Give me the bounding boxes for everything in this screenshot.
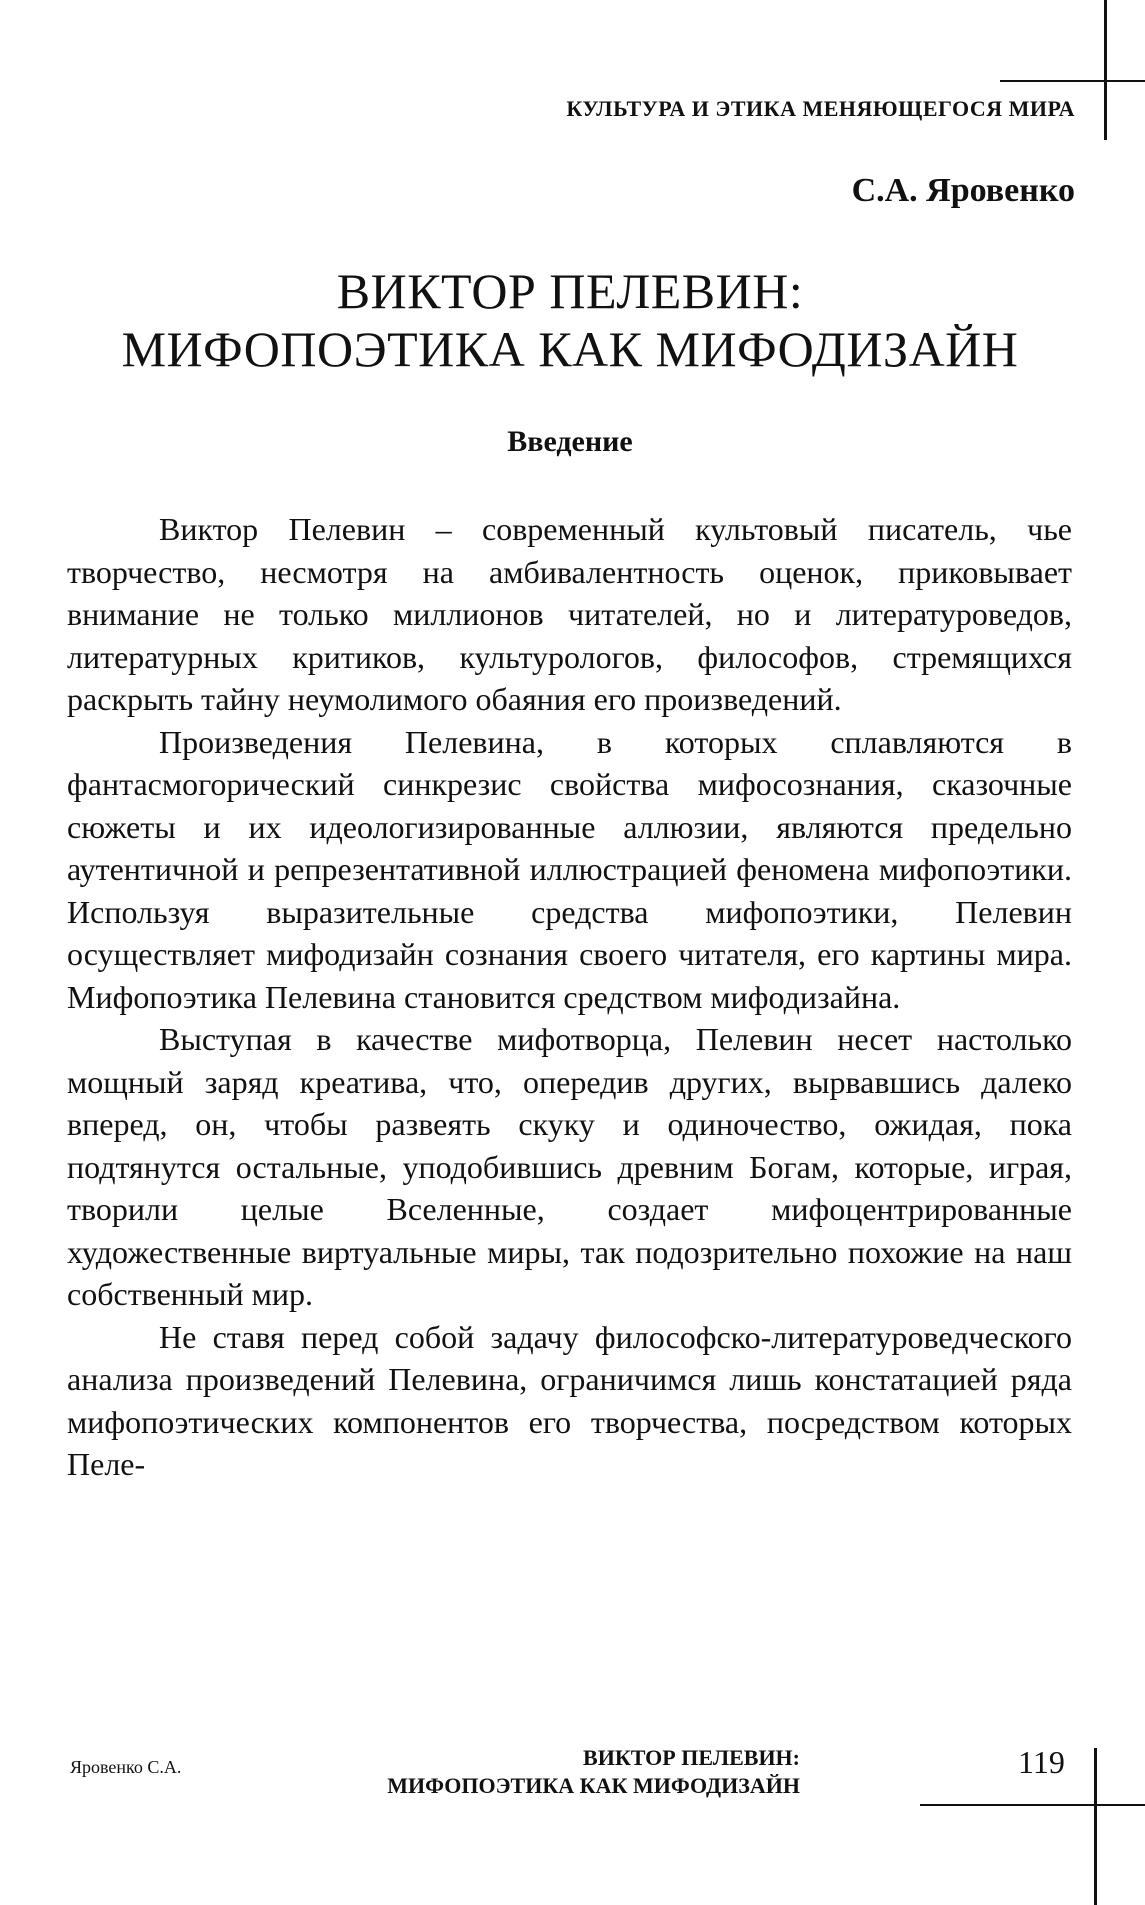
article-title-line-2: МИФОПОЭТИКА КАК МИФОДИЗАЙН <box>121 321 1019 377</box>
footer-title-line-1: ВИКТОР ПЕЛЕВИН: <box>583 1745 800 1770</box>
footer-title <box>300 1744 800 1800</box>
crop-mark-bottom-horizontal <box>920 1804 1145 1806</box>
crop-mark-top-horizontal <box>1000 80 1145 82</box>
article-title-line-1: ВИКТОР ПЕЛЕВИН: <box>336 263 804 319</box>
article-author: С.А. Яровенко <box>851 172 1075 209</box>
crop-mark-bottom-vertical <box>1094 1748 1097 1905</box>
article-title <box>60 262 1080 378</box>
running-header: КУЛЬТУРА И ЭТИКА МЕНЯЮЩЕГОСЯ МИРА <box>566 96 1075 121</box>
paragraph: Виктор Пелевин – современный культовый писатель, чье творчество, несмотря на амбивалентность оценок, приковывает внимание не только миллионов читателей, но и литературоведов, литературных критиков, культурологов, философов, стремящихся раскрыть тайну неумолимого обаяния его произведений. <box>67 511 1072 717</box>
paragraph: Произведения Пелевина, в которых сплавляются в фантасмогорический синкрезис свойства мифосознания, сказочные сюжеты и их идеологизированные аллюзии, являются предельно аутентичной и репрезентативной иллюстрацией феномена мифопоэтики. Используя выразительные средства мифопоэтики, Пелевин осуществляет мифодизайн сознания своего читателя, его картины мира. Мифопоэтика Пелевина становится средством мифодизайна. <box>67 723 1072 1015</box>
section-heading: Введение <box>507 425 633 458</box>
footer-author: Яровенко С.А. <box>70 1757 182 1777</box>
paragraph: Выступая в качестве мифотворца, Пелевин несет настолько мощный заряд креатива, что, опередив других, вырвавшись далеко вперед, он, чтобы развеять скуку и одиночество, ожидая, пока подтянутся остальные, уподобившись древним Богам, которые, играя, творили целые Вселенные, создает мифоцентрированные художественные виртуальные миры, так подозрительно похожие на наш собственный мир. <box>67 1021 1072 1312</box>
paragraph: Не ставя перед собой задачу философско-литературоведческого анализа произведений Пелевина, ограничимся лишь констатацией ряда мифопоэтических компонентов его творчества, посредством которых Пеле- <box>67 1318 1072 1482</box>
crop-mark-top-vertical <box>1104 0 1107 140</box>
page-number: 119 <box>1018 1744 1065 1780</box>
footer-title-line-2: МИФОПОЭТИКА КАК МИФОДИЗАЙН <box>387 1773 800 1798</box>
article-body <box>67 508 1072 1486</box>
